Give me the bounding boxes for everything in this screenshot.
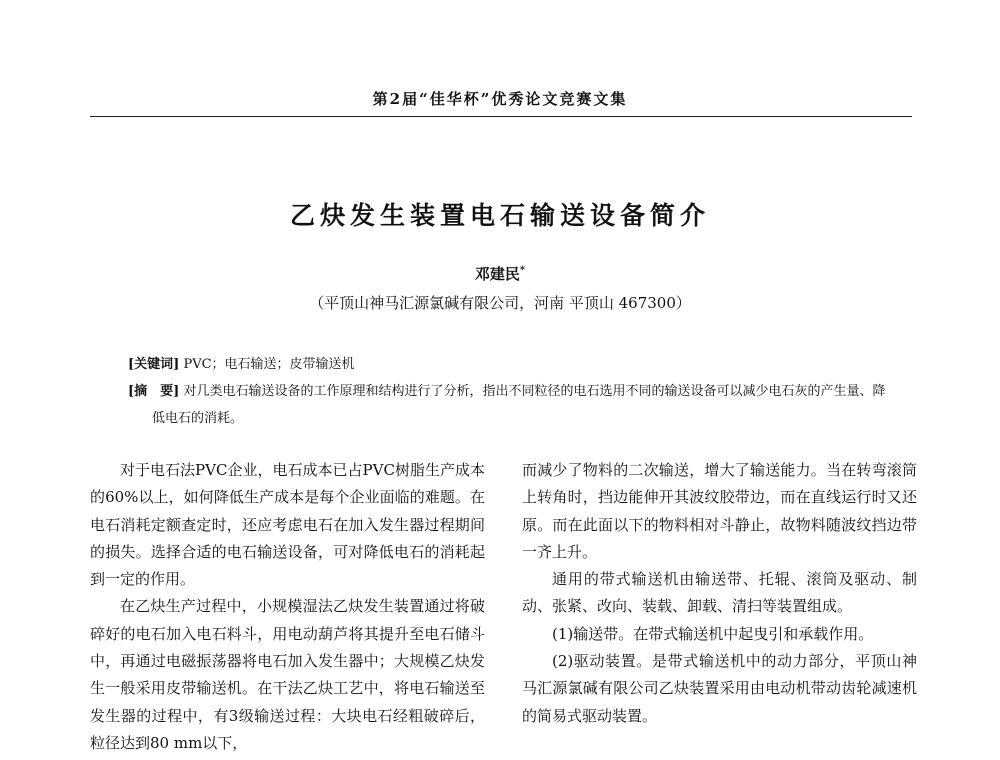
body-paragraph: (2)驱动装置。是带式输送机中的动力部分，平顶山神马汇源氯碱有限公司乙炔装置采用由电动机带动齿轮减速机的简易式驱动装置。 [522, 652, 917, 725]
keywords-line [128, 351, 888, 378]
running-header: 第2届“佳华杯”优秀论文竞赛文集 [372, 90, 628, 108]
affiliation: （平顶山神马汇源氯碱有限公司，河南 平顶山 467300） [309, 294, 691, 312]
body-paragraph: (1)输送带。在带式输送机中起曳引和承载作用。 [552, 624, 874, 643]
abstract-block [128, 351, 888, 432]
abstract-tag: [摘 要] [128, 384, 180, 399]
keywords-tag: [关键词] [128, 357, 180, 372]
keywords-text: PVC；电石输送；皮带输送机 [183, 357, 355, 372]
body-column-right [522, 457, 917, 730]
article-title: 乙炔发生装置电石输送设备简介 [289, 201, 710, 230]
author-footnote-mark: * [519, 265, 526, 276]
abstract-text: 对几类电石输送设备的工作原理和结构进行了分析，指出不同粒径的电石选用不同的输送设备可以减少电石灰的产生量、降低电石的消耗。 [152, 384, 886, 426]
abstract-line [128, 378, 888, 432]
author-name: 邓建民 [474, 265, 520, 283]
body-paragraph: 对于电石法PVC企业，电石成本已占PVC树脂生产成本的60%以上，如何降低生产成本是每个企业面临的难题。在电石消耗定额查定时，还应考虑电石在加入发生器过程期间的损失。选择合适的电石输送设备，可对降低电石的消耗起到一定的作用。 [90, 461, 485, 589]
body-paragraph: 通用的带式输送机由输送带、托辊、滚筒及驱动、制动、张紧、改向、装载、卸载、清扫等装置组成。 [522, 570, 917, 616]
header-rule [90, 116, 912, 117]
body-paragraph: 在乙炔生产过程中，小规模湿法乙炔发生装置通过将破碎好的电石加入电石料斗，用电动葫芦将其提升至电石储斗中，再通过电磁振荡器将电石加入发生器中；大规模乙炔发生一般采用皮带输送机。在干法乙炔工艺中，将电石输送至发生器的过程中，有3级输送过程：大块电石经粗破碎后，粒径达到80 mm以下， [90, 597, 485, 752]
body-paragraph-continuation: 而减少了物料的二次输送，增大了输送能力。当在转弯滚筒上转角时，挡边能伸开其波纹胶带边，而在直线运行时又还原。而在此面以下的物料相对斗静止，故物料随波纹挡边带一齐上升。 [522, 461, 917, 561]
body-column-left [90, 457, 485, 757]
author-line [0, 263, 1000, 284]
